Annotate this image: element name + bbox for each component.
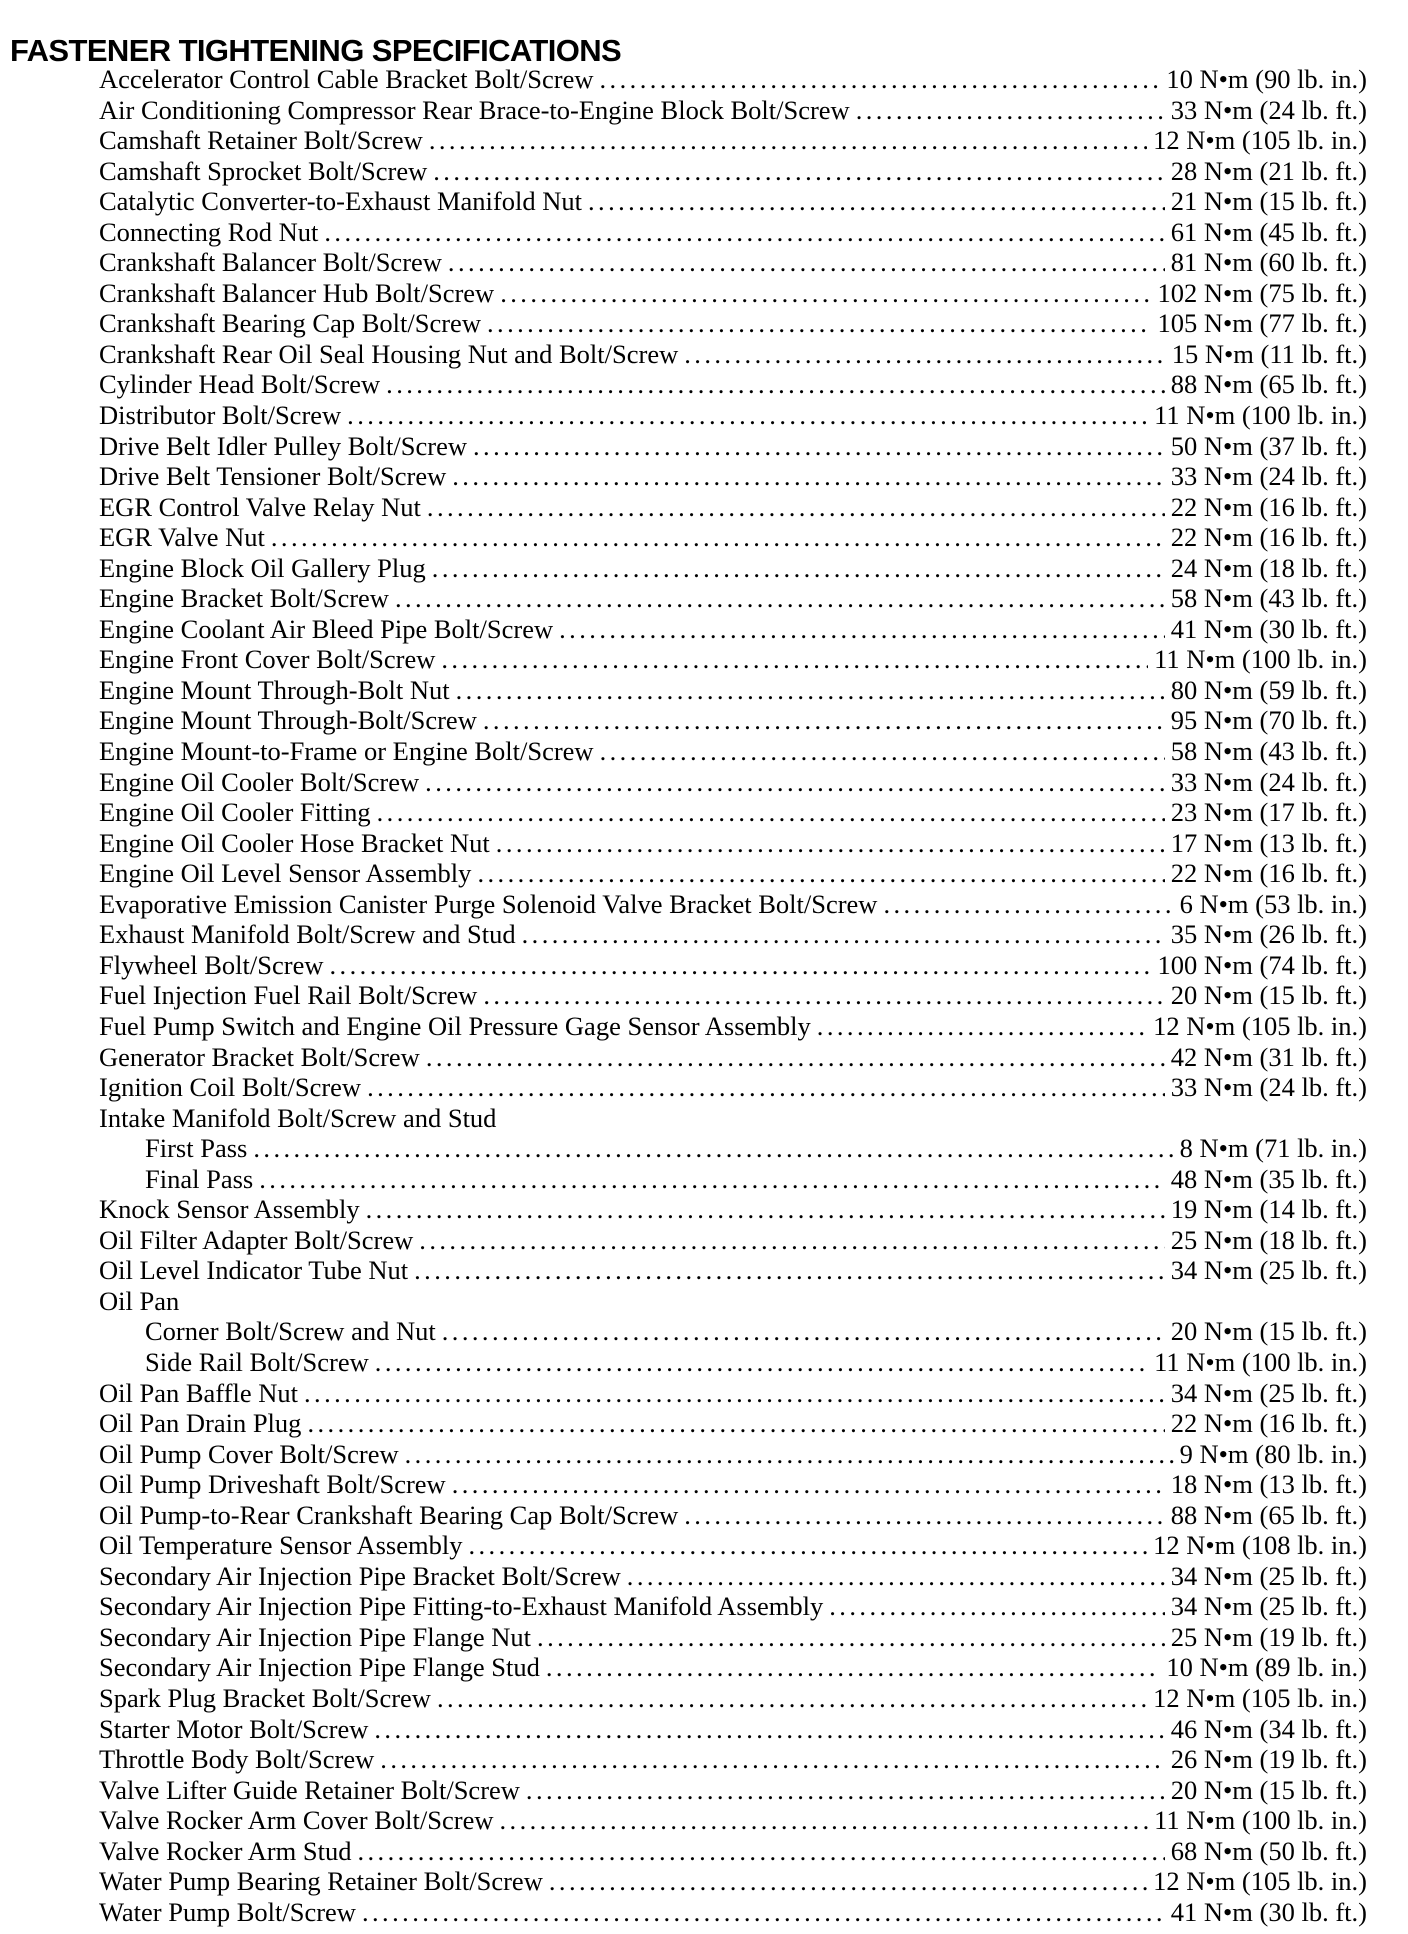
spec-torque-value: 11 N•m (100 lb. in.) (1154, 1346, 1367, 1377)
spec-row (99, 1744, 1367, 1775)
dot-leader (425, 767, 1165, 798)
spec-name: Drive Belt Idler Pulley Bolt/Screw (99, 430, 467, 461)
spec-row (99, 675, 1367, 706)
spec-name: Crankshaft Balancer Hub Bolt/Screw (99, 277, 495, 308)
spec-name: Crankshaft Bearing Cap Bolt/Screw (99, 308, 481, 339)
dot-leader (684, 339, 1166, 370)
dot-leader (468, 1530, 1147, 1561)
spec-torque-value: 11 N•m (100 lb. in.) (1154, 1805, 1367, 1836)
dot-leader (307, 1408, 1164, 1439)
spec-row (99, 1897, 1367, 1928)
spec-torque-value: 20 N•m (15 lb. ft.) (1170, 980, 1367, 1011)
spec-name: Crankshaft Balancer Bolt/Screw (99, 247, 442, 278)
spec-row (99, 1072, 1367, 1103)
spec-name: Flywheel Bolt/Screw (99, 949, 324, 980)
spec-torque-value: 20 N•m (15 lb. ft.) (1170, 1774, 1367, 1805)
spec-torque-value: 50 N•m (37 lb. ft.) (1170, 430, 1367, 461)
spec-name: Engine Oil Cooler Fitting (99, 797, 371, 828)
spec-name: Accelerator Control Cable Bracket Bolt/Screw (99, 64, 594, 94)
spec-row (99, 1622, 1367, 1653)
spec-name: Distributor Bolt/Screw (99, 400, 342, 431)
spec-name: Oil Temperature Sensor Assembly (99, 1530, 463, 1561)
dot-leader (433, 156, 1165, 187)
spec-name: Secondary Air Injection Pipe Flange Stud (99, 1652, 540, 1683)
spec-torque-value: 35 N•m (26 lb. ft.) (1170, 919, 1367, 950)
dot-leader (367, 1072, 1165, 1103)
spec-torque-value: 42 N•m (31 lb. ft.) (1170, 1041, 1367, 1072)
spec-torque-value: 19 N•m (14 lb. ft.) (1170, 1194, 1367, 1225)
spec-torque-value: 34 N•m (25 lb. ft.) (1170, 1255, 1367, 1286)
spec-row (99, 1378, 1367, 1409)
spec-torque-value: 9 N•m (80 lb. in.) (1179, 1438, 1367, 1469)
spec-row (99, 1439, 1367, 1470)
spec-group-header (99, 1103, 1367, 1134)
spec-name: Oil Pan Baffle Nut (99, 1377, 298, 1408)
dot-leader (559, 614, 1165, 645)
dot-leader (883, 889, 1173, 920)
dot-leader (522, 919, 1165, 950)
dot-leader (271, 522, 1165, 553)
spec-row (99, 1255, 1367, 1286)
spec-name: Oil Pump-to-Rear Crankshaft Bearing Cap Bolt/Screw (99, 1499, 679, 1530)
spec-torque-value: 17 N•m (13 lb. ft.) (1170, 827, 1367, 858)
spec-torque-value: 6 N•m (53 lb. in.) (1179, 888, 1367, 919)
dot-leader (432, 553, 1165, 584)
spec-name: Starter Motor Bolt/Screw (99, 1713, 369, 1744)
dot-leader (600, 64, 1161, 95)
spec-name: Camshaft Retainer Bolt/Screw (99, 125, 423, 156)
spec-row (99, 400, 1367, 431)
dot-leader (362, 1897, 1165, 1928)
spec-row (99, 1652, 1367, 1683)
spec-name: Engine Mount-to-Frame or Engine Bolt/Screw (99, 736, 594, 767)
spec-list (99, 64, 1367, 1927)
spec-row (99, 736, 1367, 767)
spec-row (99, 1347, 1367, 1378)
dot-leader (546, 1652, 1160, 1683)
spec-row (99, 1775, 1367, 1806)
spec-row (99, 553, 1367, 584)
spec-row (99, 125, 1367, 156)
spec-row (99, 644, 1367, 675)
dot-leader (526, 1775, 1165, 1806)
spec-name: Crankshaft Rear Oil Seal Housing Nut and Bolt/Screw (99, 338, 679, 369)
dot-leader (441, 644, 1148, 675)
spec-name: Engine Bracket Bolt/Screw (99, 583, 389, 614)
spec-torque-value: 58 N•m (43 lb. ft.) (1170, 583, 1367, 614)
spec-torque-value: 25 N•m (19 lb. ft.) (1170, 1621, 1367, 1652)
dot-leader (829, 1591, 1165, 1622)
spec-torque-value: 68 N•m (50 lb. ft.) (1170, 1835, 1367, 1866)
dot-leader (386, 369, 1165, 400)
spec-torque-value: 22 N•m (16 lb. ft.) (1170, 858, 1367, 889)
spec-row (99, 950, 1367, 981)
spec-name: Water Pump Bolt/Screw (99, 1896, 356, 1927)
spec-name: Secondary Air Injection Pipe Bracket Bolt/Screw (99, 1560, 621, 1591)
dot-leader (600, 736, 1165, 767)
spec-row (99, 186, 1367, 217)
page-title: FASTENER TIGHTENING SPECIFICATIONS (10, 32, 622, 68)
spec-row (99, 522, 1367, 553)
spec-row (99, 1042, 1367, 1073)
spec-name: Intake Manifold Bolt/Screw and Stud (99, 1102, 497, 1133)
spec-row (99, 1164, 1367, 1195)
dot-leader (304, 1378, 1165, 1409)
spec-row (99, 1866, 1367, 1897)
spec-torque-value: 20 N•m (15 lb. ft.) (1170, 1316, 1367, 1347)
spec-name: Final Pass (145, 1163, 254, 1194)
spec-torque-value: 105 N•m (77 lb. ft.) (1157, 308, 1367, 339)
dot-leader (483, 705, 1165, 736)
spec-torque-value: 102 N•m (75 lb. ft.) (1157, 277, 1367, 308)
spec-torque-value: 88 N•m (65 lb. ft.) (1170, 369, 1367, 400)
dot-leader (499, 1805, 1148, 1836)
dot-leader (477, 858, 1164, 889)
spec-row (99, 705, 1367, 736)
spec-name: EGR Valve Nut (99, 522, 265, 553)
spec-torque-value: 88 N•m (65 lb. ft.) (1170, 1499, 1367, 1530)
spec-name: Exhaust Manifold Bolt/Screw and Stud (99, 919, 516, 950)
spec-torque-value: 12 N•m (105 lb. in.) (1153, 1866, 1367, 1897)
spec-name: Cylinder Head Bolt/Screw (99, 369, 381, 400)
spec-name: Water Pump Bearing Retainer Bolt/Screw (99, 1866, 543, 1897)
spec-name: Knock Sensor Assembly (99, 1194, 360, 1225)
dot-leader (452, 461, 1165, 492)
spec-torque-value: 11 N•m (100 lb. in.) (1154, 400, 1367, 431)
dot-leader (374, 1714, 1164, 1745)
spec-name: Engine Mount Through-Bolt Nut (99, 674, 450, 705)
spec-row (99, 308, 1367, 339)
dot-leader (487, 308, 1152, 339)
spec-torque-value: 34 N•m (25 lb. ft.) (1170, 1591, 1367, 1622)
spec-torque-value: 22 N•m (16 lb. ft.) (1170, 491, 1367, 522)
dot-leader (357, 1836, 1164, 1867)
spec-torque-value: 34 N•m (25 lb. ft.) (1170, 1377, 1367, 1408)
dot-leader (456, 675, 1165, 706)
spec-name: Fuel Injection Fuel Rail Bolt/Screw (99, 980, 478, 1011)
spec-row (99, 1133, 1367, 1164)
spec-torque-value: 10 N•m (90 lb. in.) (1166, 64, 1367, 94)
spec-name: Engine Front Cover Bolt/Screw (99, 644, 436, 675)
dot-leader (426, 1042, 1165, 1073)
spec-row (99, 1714, 1367, 1745)
spec-row (99, 1805, 1367, 1836)
spec-name: Engine Oil Cooler Bolt/Screw (99, 766, 420, 797)
dot-leader (375, 1347, 1148, 1378)
spec-row (99, 889, 1367, 920)
dot-leader (419, 1225, 1164, 1256)
spec-torque-value: 41 N•m (30 lb. ft.) (1170, 613, 1367, 644)
spec-name: First Pass (145, 1133, 248, 1164)
spec-name: EGR Control Valve Relay Nut (99, 491, 421, 522)
spec-row (99, 1011, 1367, 1042)
spec-row (99, 156, 1367, 187)
spec-name: Spark Plug Bracket Bolt/Screw (99, 1682, 431, 1713)
spec-name: Valve Rocker Arm Cover Bolt/Screw (99, 1805, 494, 1836)
dot-leader (588, 186, 1165, 217)
dot-leader (347, 400, 1148, 431)
spec-torque-value: 33 N•m (24 lb. ft.) (1170, 1072, 1367, 1103)
spec-torque-value: 46 N•m (34 lb. ft.) (1170, 1713, 1367, 1744)
spec-name: Connecting Rod Nut (99, 216, 319, 247)
dot-leader (452, 1469, 1165, 1500)
spec-group-header (99, 1286, 1367, 1317)
spec-row (99, 1469, 1367, 1500)
spec-row (99, 858, 1367, 889)
spec-torque-value: 22 N•m (16 lb. ft.) (1170, 522, 1367, 553)
spec-name: Corner Bolt/Screw and Nut (145, 1316, 436, 1347)
spec-row (99, 767, 1367, 798)
spec-name: Engine Mount Through-Bolt/Screw (99, 705, 477, 736)
spec-row (99, 1225, 1367, 1256)
spec-name: Evaporative Emission Canister Purge Solenoid Valve Bracket Bolt/Screw (99, 888, 878, 919)
spec-row (99, 1683, 1367, 1714)
spec-torque-value: 11 N•m (100 lb. in.) (1154, 644, 1367, 675)
spec-row (99, 492, 1367, 523)
dot-leader (429, 125, 1147, 156)
spec-torque-value: 95 N•m (70 lb. ft.) (1170, 705, 1367, 736)
dot-leader (405, 1439, 1174, 1470)
dot-leader (366, 1194, 1165, 1225)
dot-leader (395, 583, 1165, 614)
spec-name: Oil Pump Cover Bolt/Screw (99, 1438, 399, 1469)
dot-leader (500, 278, 1151, 309)
dot-leader (496, 828, 1165, 859)
dot-leader (427, 492, 1165, 523)
spec-row (99, 1316, 1367, 1347)
spec-torque-value: 21 N•m (15 lb. ft.) (1170, 186, 1367, 217)
spec-name: Oil Level Indicator Tube Nut (99, 1255, 409, 1286)
spec-torque-value: 33 N•m (24 lb. ft.) (1170, 766, 1367, 797)
dot-leader (324, 217, 1164, 248)
spec-torque-value: 22 N•m (16 lb. ft.) (1170, 1408, 1367, 1439)
spec-row (99, 461, 1367, 492)
spec-row (99, 1194, 1367, 1225)
spec-row (99, 369, 1367, 400)
dot-leader (817, 1011, 1147, 1042)
spec-row (99, 1836, 1367, 1867)
spec-torque-value: 48 N•m (35 lb. ft.) (1170, 1163, 1367, 1194)
dot-leader (537, 1622, 1165, 1653)
spec-name: Ignition Coil Bolt/Screw (99, 1072, 362, 1103)
dot-leader (330, 950, 1152, 981)
spec-name: Valve Lifter Guide Retainer Bolt/Screw (99, 1774, 520, 1805)
spec-name: Valve Rocker Arm Stud (99, 1835, 352, 1866)
dot-leader (448, 247, 1165, 278)
spec-name: Oil Pan (99, 1285, 180, 1316)
dot-leader (414, 1255, 1165, 1286)
spec-row (99, 1500, 1367, 1531)
spec-row (99, 1561, 1367, 1592)
spec-row (99, 583, 1367, 614)
spec-name: Drive Belt Tensioner Bolt/Screw (99, 461, 447, 492)
spec-torque-value: 10 N•m (89 lb. in.) (1166, 1652, 1367, 1683)
spec-name: Secondary Air Injection Pipe Fitting-to-Exhaust Manifold Assembly (99, 1591, 824, 1622)
spec-torque-value: 41 N•m (30 lb. ft.) (1170, 1896, 1367, 1927)
spec-row (99, 1408, 1367, 1439)
dot-leader (856, 95, 1165, 126)
spec-row (99, 217, 1367, 248)
spec-row (99, 278, 1367, 309)
spec-name: Fuel Pump Switch and Engine Oil Pressure Gage Sensor Assembly (99, 1010, 811, 1041)
spec-row (99, 431, 1367, 462)
spec-name: Engine Oil Cooler Hose Bracket Nut (99, 827, 490, 858)
spec-name: Engine Oil Level Sensor Assembly (99, 858, 472, 889)
dot-leader (627, 1561, 1165, 1592)
spec-row (99, 1530, 1367, 1561)
spec-name: Oil Pump Driveshaft Bolt/Screw (99, 1469, 446, 1500)
spec-torque-value: 26 N•m (19 lb. ft.) (1170, 1744, 1367, 1775)
dot-leader (483, 980, 1164, 1011)
spec-torque-value: 80 N•m (59 lb. ft.) (1170, 674, 1367, 705)
spec-torque-value: 8 N•m (71 lb. in.) (1179, 1133, 1367, 1164)
spec-name: Air Conditioning Compressor Rear Brace-to-Engine Block Bolt/Screw (99, 94, 850, 125)
spec-torque-value: 24 N•m (18 lb. ft.) (1170, 552, 1367, 583)
spec-row (99, 95, 1367, 126)
spec-torque-value: 18 N•m (13 lb. ft.) (1170, 1469, 1367, 1500)
spec-torque-value: 15 N•m (11 lb. ft.) (1171, 338, 1367, 369)
dot-leader (377, 797, 1165, 828)
spec-name: Throttle Body Bolt/Screw (99, 1744, 375, 1775)
spec-row (99, 797, 1367, 828)
spec-torque-value: 34 N•m (25 lb. ft.) (1170, 1560, 1367, 1591)
spec-torque-value: 61 N•m (45 lb. ft.) (1170, 216, 1367, 247)
spec-name: Generator Bracket Bolt/Screw (99, 1041, 420, 1072)
spec-name: Secondary Air Injection Pipe Flange Nut (99, 1621, 532, 1652)
dot-leader (684, 1500, 1165, 1531)
spec-name: Side Rail Bolt/Screw (145, 1346, 369, 1377)
spec-torque-value: 12 N•m (108 lb. in.) (1153, 1530, 1367, 1561)
spec-row (99, 828, 1367, 859)
spec-row (99, 1591, 1367, 1622)
spec-torque-value: 12 N•m (105 lb. in.) (1153, 125, 1367, 156)
spec-torque-value: 33 N•m (24 lb. ft.) (1170, 461, 1367, 492)
dot-leader (437, 1683, 1147, 1714)
spec-row (99, 64, 1367, 95)
spec-torque-value: 81 N•m (60 lb. ft.) (1170, 247, 1367, 278)
dot-leader (253, 1133, 1173, 1164)
spec-torque-value: 28 N•m (21 lb. ft.) (1170, 155, 1367, 186)
spec-name: Oil Pan Drain Plug (99, 1408, 302, 1439)
spec-torque-value: 100 N•m (74 lb. ft.) (1157, 949, 1367, 980)
spec-row (99, 919, 1367, 950)
dot-leader (549, 1866, 1147, 1897)
spec-torque-value: 25 N•m (18 lb. ft.) (1170, 1224, 1367, 1255)
spec-row (99, 247, 1367, 278)
spec-torque-value: 23 N•m (17 lb. ft.) (1170, 797, 1367, 828)
spec-row (99, 339, 1367, 370)
spec-torque-value: 12 N•m (105 lb. in.) (1153, 1010, 1367, 1041)
dot-leader (442, 1316, 1165, 1347)
spec-name: Camshaft Sprocket Bolt/Screw (99, 155, 428, 186)
spec-name: Oil Filter Adapter Bolt/Screw (99, 1224, 414, 1255)
spec-torque-value: 33 N•m (24 lb. ft.) (1170, 94, 1367, 125)
spec-row (99, 980, 1367, 1011)
spec-name: Engine Coolant Air Bleed Pipe Bolt/Screw (99, 613, 554, 644)
spec-torque-value: 12 N•m (105 lb. in.) (1153, 1682, 1367, 1713)
dot-leader (380, 1744, 1164, 1775)
spec-name: Catalytic Converter-to-Exhaust Manifold Nut (99, 186, 582, 217)
spec-torque-value: 58 N•m (43 lb. ft.) (1170, 736, 1367, 767)
spec-name: Engine Block Oil Gallery Plug (99, 552, 426, 583)
dot-leader (259, 1164, 1165, 1195)
dot-leader (473, 431, 1165, 462)
spec-row (99, 614, 1367, 645)
